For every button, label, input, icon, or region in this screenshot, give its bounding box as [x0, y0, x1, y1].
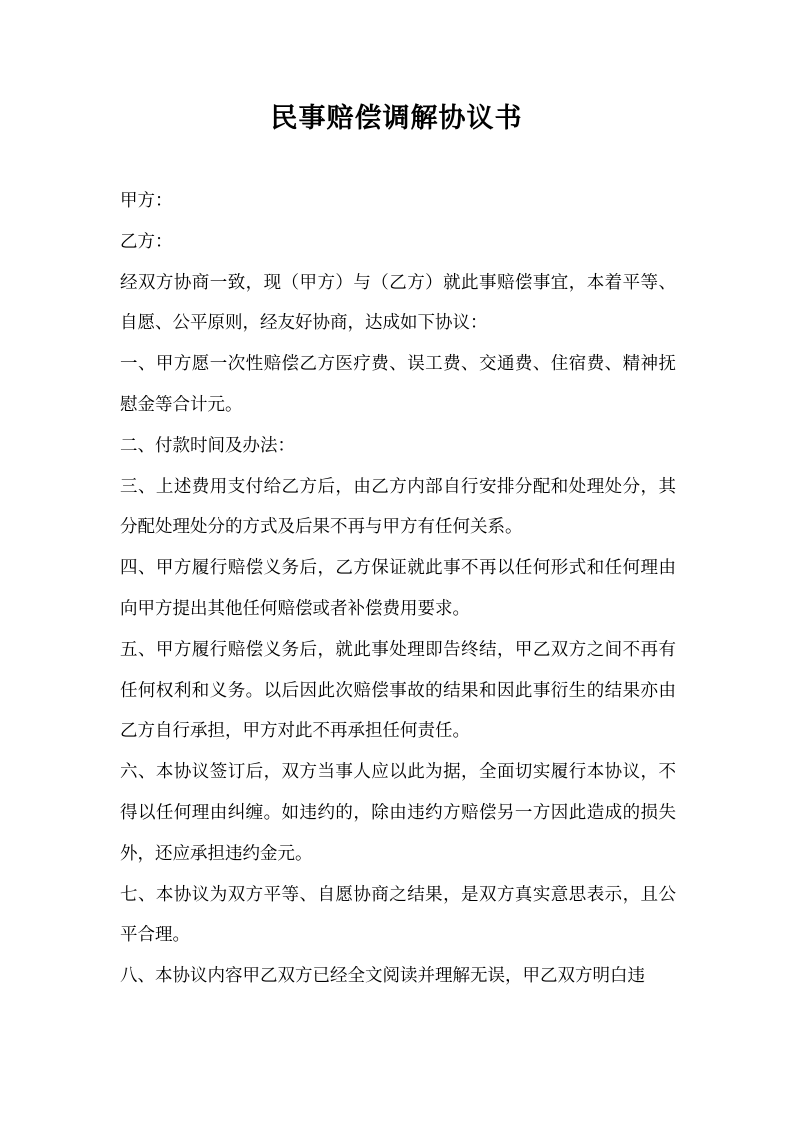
party-a-line: 甲方：	[120, 191, 173, 211]
intro-paragraph: 经双方协商一致，现（甲方）与（乙方）就此事赔偿事宜，本着平等、自愿、公平原则，经友好协商，达成如下协议：	[120, 272, 676, 334]
clause-7: 七、本协议为双方平等、自愿协商之结果，是双方真实意思表示，且公平合理。	[120, 884, 676, 946]
clause-5: 五、甲方履行赔偿义务后，就此事处理即告终结，甲乙双方之间不再有任何权利和义务。以后因此次赔偿事故的结果和因此事衍生的结果亦由乙方自行承担，甲方对此不再承担任何责任。	[120, 639, 676, 742]
clause-2: 二、付款时间及办法：	[120, 435, 295, 456]
agreement-body	[120, 181, 676, 997]
clause-3: 三、上述费用支付给乙方后，由乙方内部自行安排分配和处理处分，其分配处理处分的方式及后果不再与甲方有任何关系。	[120, 476, 676, 538]
page-title: 民事赔偿调解协议书	[270, 103, 523, 134]
party-b-line: 乙方：	[120, 231, 173, 252]
clause-6: 六、本协议签订后，双方当事人应以此为据，全面切实履行本协议，不得以任何理由纠缠。如违约的，除由违约方赔偿另一方因此造成的损失外，还应承担违约金元。	[120, 762, 676, 864]
clause-1: 一、甲方愿一次性赔偿乙方医疗费、误工费、交通费、住宿费、精神抚慰金等合计元。	[120, 354, 676, 415]
clause-4: 四、甲方履行赔偿义务后，乙方保证就此事不再以任何形式和任何理由向甲方提出其他任何赔偿或者补偿费用要求。	[120, 558, 676, 619]
clause-8: 八、本协议内容甲乙双方已经全文阅读并理解无误，甲乙双方明白违	[120, 966, 645, 987]
